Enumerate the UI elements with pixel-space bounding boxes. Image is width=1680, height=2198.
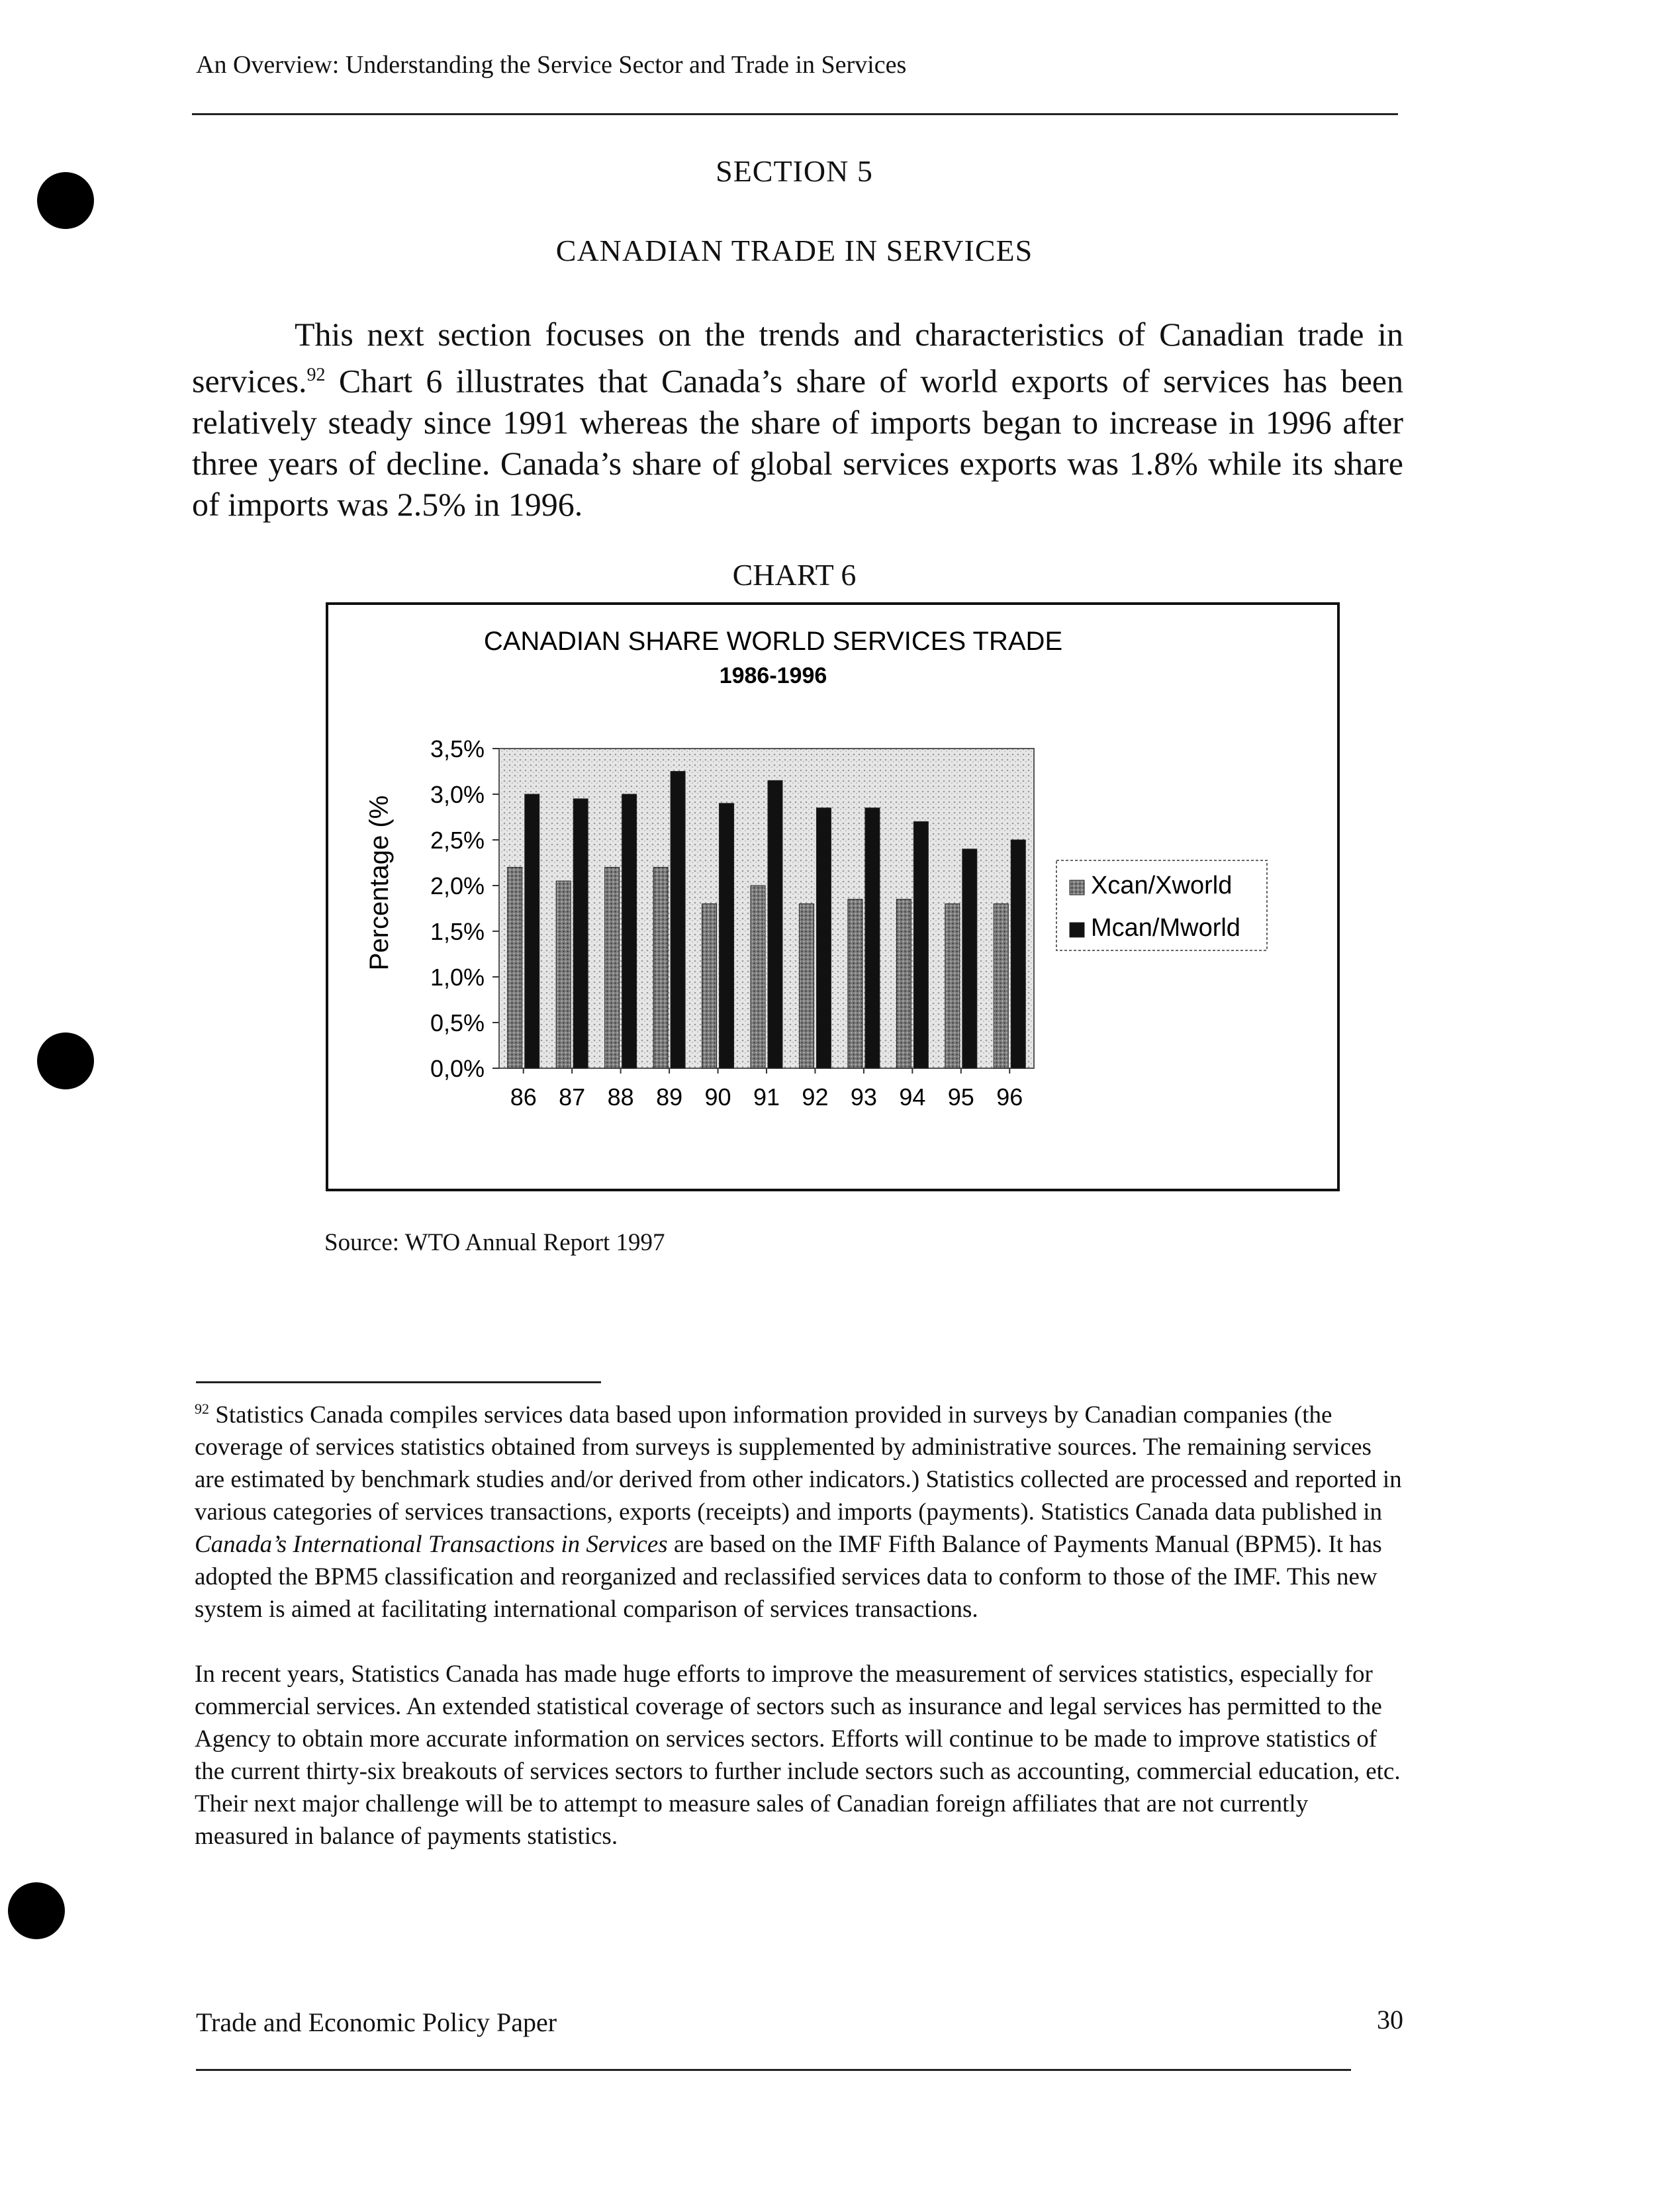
x-tick-label: 87 (559, 1083, 586, 1111)
y-tick-label: 1,0% (430, 964, 485, 991)
x-tick-label: 93 (850, 1083, 877, 1111)
bar-mcan-mworld (913, 821, 928, 1068)
x-tick-label: 91 (753, 1083, 780, 1111)
footnote-paragraph-1 (195, 1393, 1406, 1626)
bar-xcan-xworld (945, 904, 960, 1068)
bar-mcan-mworld (768, 780, 782, 1068)
y-tick-label: 3,0% (430, 781, 485, 808)
x-tick-label: 89 (656, 1083, 683, 1111)
bar-xcan-xworld (702, 904, 717, 1068)
footer-rule (196, 2069, 1351, 2071)
legend-label: Mcan/Mworld (1091, 914, 1240, 942)
bar-xcan-xworld (994, 904, 1008, 1068)
x-tick-label: 92 (802, 1083, 829, 1111)
intro-rest: Chart 6 illustrates that Canada’s share of world exports of services has been relatively steady since 1991 whereas the share of imports began to increase in 1996 after three years of decline. Canada’s share of global services exports was 1.8% while its share of imports was 2.5% in 1996. (192, 362, 1403, 523)
chart-source: Source: WTO Annual Report 1997 (324, 1229, 665, 1256)
bar-mcan-mworld (865, 808, 880, 1068)
intro-text: This next section focuses on the trends and characteristics of Canadian trade in services. (192, 316, 1403, 400)
bar-xcan-xworld (556, 881, 571, 1068)
bar-mcan-mworld (720, 803, 734, 1068)
x-tick-label: 95 (947, 1083, 974, 1111)
x-tick-label: 86 (510, 1083, 537, 1111)
footnote-reference: 92 (306, 365, 326, 385)
bar-chart (328, 605, 1337, 1189)
y-axis-label: Percentage (% (365, 795, 394, 971)
legend-swatch (1070, 923, 1084, 937)
running-header: An Overview: Understanding the Service Sector and Trade in Services (196, 51, 907, 79)
footnote-number: 92 (195, 1400, 209, 1417)
y-tick-label: 2,5% (430, 827, 485, 854)
bar-mcan-mworld (962, 849, 977, 1068)
footer-title: Trade and Economic Policy Paper (196, 2007, 557, 2037)
y-tick-label: 3,5% (430, 735, 485, 762)
y-tick-label: 0,0% (430, 1055, 485, 1082)
bar-mcan-mworld (525, 794, 539, 1068)
footnote-text-1: Statistics Canada compiles services data based upon information provided in surveys by Canadian companies (the coverage of services statistics obtained from surveys is supplemented by administrative sources. The remaining services are estimated by benchmark studies and/or derived from other indicators.) Statistics collected are processed and reported in various categories of services transactions, exports (receipts) and imports (payments). Statistics Canada data published in (195, 1401, 1402, 1526)
bar-mcan-mworld (671, 772, 685, 1069)
bar-mcan-mworld (1011, 840, 1025, 1068)
bar-xcan-xworld (751, 886, 765, 1068)
y-tick-label: 0,5% (430, 1009, 485, 1036)
header-rule (192, 113, 1398, 115)
bar-xcan-xworld (799, 904, 814, 1068)
bar-mcan-mworld (573, 799, 588, 1068)
chart-label: CHART 6 (732, 558, 857, 592)
chart-subtitle: 1986-1996 (719, 663, 827, 688)
bar-xcan-xworld (605, 867, 620, 1068)
section-number: SECTION 5 (716, 154, 873, 188)
chart-title: CANADIAN SHARE WORLD SERVICES TRADE (483, 627, 1063, 656)
binder-hole-middle (37, 1032, 94, 1089)
footnote-paragraph-2: In recent years, Statistics Canada has made huge efforts to improve the measurement of services statistics, especially for commercial services. An extended statistical coverage of sectors such as insurance and legal services has permitted to the Agency to obtain more accurate information on services sectors. Efforts will continue to be made to improve statistics of the current thirty-six breakouts of services sectors to further include sectors such as accounting, commercial education, etc. Their next major challenge will be to attempt to measure sales of Canadian foreign affiliates that are not currently measured in balance of payments statistics. (195, 1661, 1401, 1851)
footnote (195, 1393, 1406, 1885)
footnote-rule (196, 1381, 601, 1383)
y-tick-label: 2,0% (430, 872, 485, 899)
legend-label: Xcan/Xworld (1091, 872, 1233, 899)
x-tick-label: 96 (996, 1083, 1023, 1111)
section-title: CANADIAN TRADE IN SERVICES (555, 234, 1033, 267)
bar-xcan-xworld (653, 867, 668, 1068)
y-tick-label: 1,5% (430, 918, 485, 945)
x-tick-label: 88 (607, 1083, 634, 1111)
footnote-text-1-rest: are based on the IMF Fifth Balance of Payments Manual (BPM5). It has adopted the BPM5 classification and reorganized and reclassified services data to conform to those of the IMF. This new system is aimed at facilitating international comparison of services transactions. (195, 1531, 1382, 1624)
legend-swatch (1070, 880, 1084, 895)
bar-xcan-xworld (896, 899, 911, 1068)
bar-xcan-xworld (848, 899, 863, 1068)
bar-mcan-mworld (816, 808, 831, 1068)
footnote-publication-title: Canada’s International Transactions in Services (195, 1531, 668, 1559)
page-number: 30 (1377, 2005, 1403, 2035)
x-tick-label: 90 (704, 1083, 731, 1111)
binder-hole-bottom (8, 1882, 65, 1939)
bar-xcan-xworld (508, 867, 522, 1068)
bar-mcan-mworld (622, 794, 637, 1068)
intro-paragraph (192, 314, 1403, 525)
x-tick-label: 94 (899, 1083, 926, 1111)
chart-frame (326, 602, 1340, 1191)
